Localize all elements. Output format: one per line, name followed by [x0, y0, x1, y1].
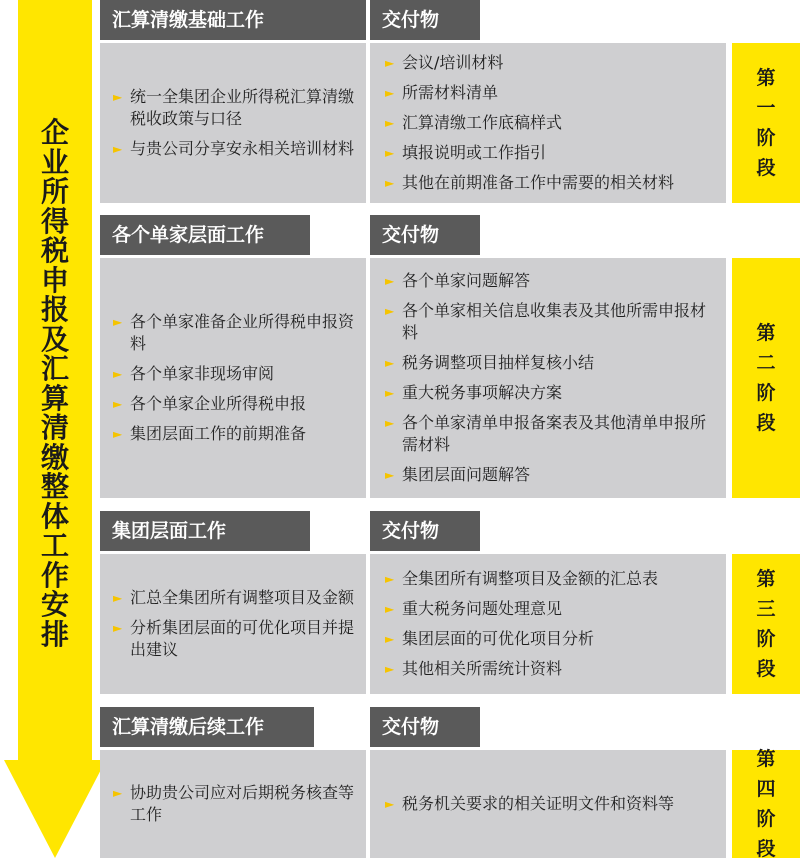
phase-4-work-header: 汇算清缴后续工作 — [100, 707, 314, 747]
bullet-icon: ► — [385, 416, 395, 430]
stage-4-label: 第四阶段 — [732, 750, 800, 858]
list-item: ► 所需材料清单 — [385, 83, 499, 102]
list-item: ► 填报说明或工作指引 — [385, 143, 547, 162]
list-item: ► 各个单家问题解答 — [385, 271, 531, 290]
bullet-icon: ► — [385, 602, 395, 616]
list-item: ► 会议/培训材料 — [385, 53, 504, 72]
bullet-icon: ► — [113, 427, 123, 441]
bullet-icon: ► — [385, 274, 395, 288]
list-item: ► 各个单家相关信息收集表及其他所需申报材料 — [385, 301, 707, 342]
list-item: ► 集团层面的可优化项目分析 — [385, 629, 595, 648]
bullet-icon: ► — [385, 146, 395, 160]
phase-2-work-header: 各个单家层面工作 — [100, 215, 310, 255]
phase-1-work-panel — [100, 43, 366, 203]
phase-3-work-panel — [100, 554, 366, 694]
list-item: ► 各个单家准备企业所得税申报资料 — [113, 312, 355, 353]
list-item: ► 集团层面工作的前期准备 — [113, 424, 307, 443]
phase-4-deliverable-panel — [370, 750, 726, 858]
bullet-icon: ► — [113, 397, 123, 411]
bullet-icon: ► — [385, 662, 395, 676]
stage-1-label: 第一阶段 — [732, 43, 800, 203]
bullet-icon: ► — [385, 86, 395, 100]
phase-4-work-panel — [100, 750, 366, 858]
phase-1-deliverable-header: 交付物 — [370, 0, 480, 40]
list-item: ► 重大税务事项解决方案 — [385, 383, 563, 402]
phase-1-deliverable-panel — [370, 43, 726, 203]
bullet-icon: ► — [113, 621, 123, 635]
list-item: ► 统一全集团企业所得税汇算清缴税收政策与口径 — [113, 87, 355, 128]
list-item: ► 各个单家清单申报备案表及其他清单申报所需材料 — [385, 413, 707, 454]
bullet-icon: ► — [385, 797, 395, 811]
bullet-icon: ► — [385, 386, 395, 400]
phase-2-deliverable-panel — [370, 258, 726, 498]
bullet-icon: ► — [113, 786, 123, 800]
list-item: ► 各个单家非现场审阅 — [113, 364, 275, 383]
phase-3-deliverable-header: 交付物 — [370, 511, 480, 551]
bullet-icon: ► — [385, 356, 395, 370]
phase-3-deliverable-panel — [370, 554, 726, 694]
list-item: ► 重大税务问题处理意见 — [385, 599, 563, 618]
bullet-icon: ► — [113, 315, 123, 329]
bullet-icon: ► — [113, 142, 123, 156]
list-item: ► 分析集团层面的可优化项目并提出建议 — [113, 618, 355, 659]
phase-4-deliverable-header: 交付物 — [370, 707, 480, 747]
list-item: ► 各个单家企业所得税申报 — [113, 394, 307, 413]
phase-1-work-header: 汇算清缴基础工作 — [100, 0, 366, 40]
list-item: ► 集团层面问题解答 — [385, 465, 531, 484]
phase-3-work-header: 集团层面工作 — [100, 511, 310, 551]
bullet-icon: ► — [385, 116, 395, 130]
phase-2-work-panel — [100, 258, 366, 498]
list-item: ► 税务机关要求的相关证明文件和资料等 — [385, 794, 675, 813]
list-item: ► 其他相关所需统计资料 — [385, 659, 563, 678]
bullet-icon: ► — [113, 591, 123, 605]
list-item: ► 其他在前期准备工作中需要的相关材料 — [385, 173, 675, 192]
list-item: ► 与贵公司分享安永相关培训材料 — [113, 139, 355, 158]
list-item: ► 协助贵公司应对后期税务核查等工作 — [113, 783, 355, 824]
stage-3-label: 第三阶段 — [732, 554, 800, 694]
bullet-icon: ► — [113, 367, 123, 381]
list-item: ► 全集团所有调整项目及金额的汇总表 — [385, 569, 659, 588]
list-item: ► 税务调整项目抽样复核小结 — [385, 353, 595, 372]
stage-2-label: 第二阶段 — [732, 258, 800, 498]
bullet-icon: ► — [113, 90, 123, 104]
page-title: 企业所得税申报及汇算清缴整体工作安排 — [40, 116, 69, 651]
list-item: ► 汇算清缴工作底稿样式 — [385, 113, 563, 132]
bullet-icon: ► — [385, 304, 395, 318]
bullet-icon: ► — [385, 56, 395, 70]
bullet-icon: ► — [385, 468, 395, 482]
phase-2-deliverable-header: 交付物 — [370, 215, 480, 255]
bullet-icon: ► — [385, 176, 395, 190]
bullet-icon: ► — [385, 572, 395, 586]
list-item: ► 汇总全集团所有调整项目及金额 — [113, 588, 355, 607]
bullet-icon: ► — [385, 632, 395, 646]
